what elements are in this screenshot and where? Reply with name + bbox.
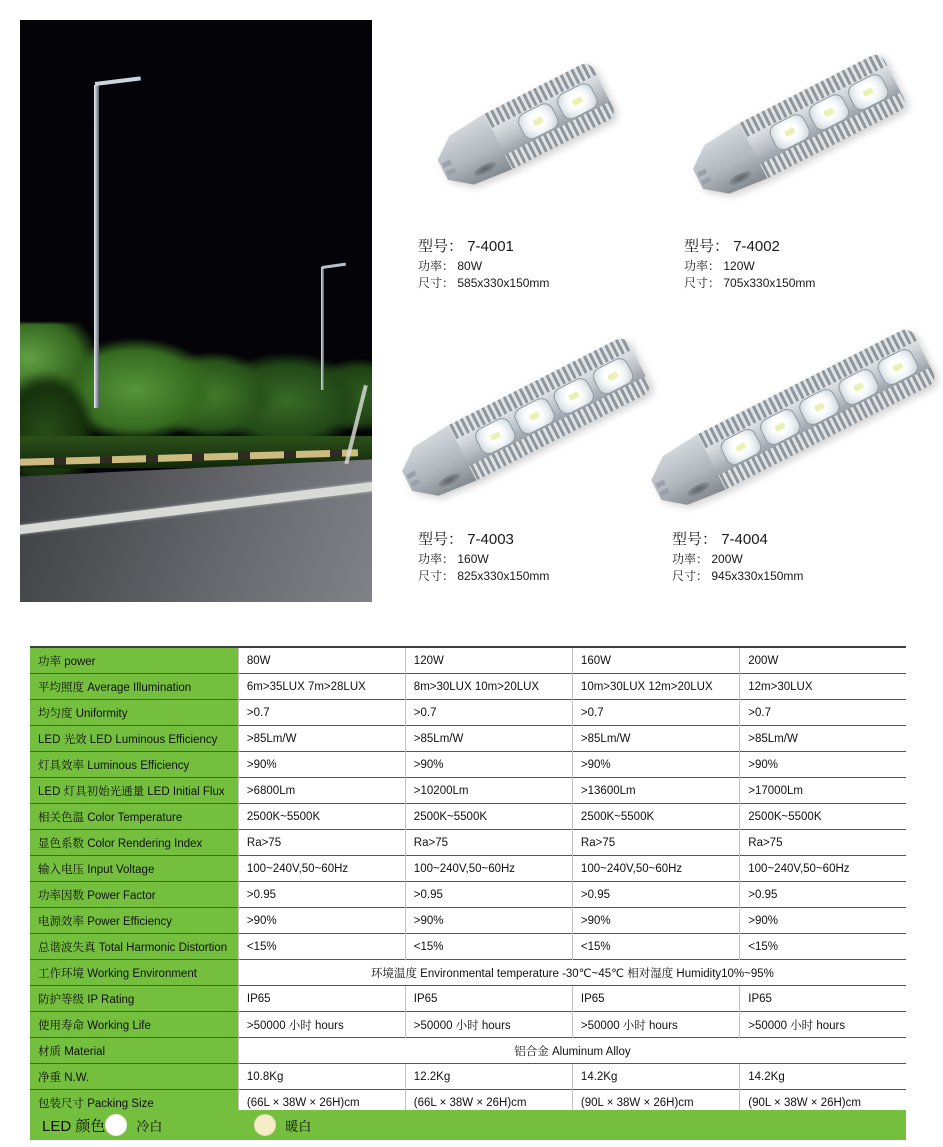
spec-value: >90%: [572, 908, 739, 934]
spec-row: [30, 647, 906, 674]
spec-value: >0.7: [405, 700, 572, 726]
street-lamp-fixture: [429, 61, 618, 198]
product-caption: [640, 529, 940, 586]
product-image: [652, 22, 940, 236]
model-value: 7-4003: [467, 531, 514, 548]
size-value: 825x330x150mm: [457, 569, 550, 584]
spec-value: (66L × 38W × 26H)cm: [405, 1090, 572, 1117]
size-value: 945x330x150mm: [711, 569, 804, 584]
spec-value: IP65: [405, 986, 572, 1012]
spec-row: [30, 1038, 906, 1064]
spec-row: [30, 700, 906, 726]
spec-label: 灯具效率 Luminous Efficiency: [30, 752, 238, 778]
spec-row: [30, 778, 906, 804]
spec-value: 14.2Kg: [572, 1064, 739, 1090]
spec-value: 10.8Kg: [238, 1064, 405, 1090]
power-label: 功率：: [672, 551, 709, 566]
led-module-row: [700, 341, 930, 478]
model-label: 型号：: [418, 531, 464, 548]
spec-row: [30, 1064, 906, 1090]
street-lamp-fixture: [642, 326, 937, 517]
spec-value: 80W: [238, 647, 405, 674]
spec-label: 总谐波失真 Total Harmonic Distortion: [30, 934, 238, 960]
light-pole-near-arm: [94, 76, 140, 86]
power-label: 功率：: [684, 258, 721, 273]
spec-value: <15%: [740, 934, 906, 960]
spec-value: >17000Lm: [740, 778, 906, 804]
road: [20, 459, 372, 602]
spec-row: [30, 830, 906, 856]
fixture-body: [693, 326, 938, 492]
fixture-body: [735, 51, 908, 180]
spec-value: >0.95: [238, 882, 405, 908]
spec-row: [30, 856, 906, 882]
spec-value: >90%: [740, 908, 906, 934]
spec-value: Ra>75: [238, 830, 405, 856]
spec-value: <15%: [238, 934, 405, 960]
spec-label: 均匀度 Uniformity: [30, 700, 238, 726]
product-card: [652, 22, 940, 310]
spec-value: 160W: [572, 647, 739, 674]
spec-row: [30, 1012, 906, 1038]
spec-value: <15%: [572, 934, 739, 960]
led-color-option: [254, 1114, 311, 1136]
led-color-label: LED 颜色: [42, 1117, 106, 1135]
spec-value: (90L × 38W × 26H)cm: [740, 1090, 906, 1117]
power-label: 功率：: [418, 551, 455, 566]
spec-value: 6m>35LUX 7m>28LUX: [238, 674, 405, 700]
product-caption: [652, 236, 940, 293]
spec-value: 120W: [405, 647, 572, 674]
spec-value: Ra>75: [405, 830, 572, 856]
led-color-option: [105, 1114, 162, 1136]
spec-value: >0.95: [572, 882, 739, 908]
spec-label: 平均照度 Average Illumination: [30, 674, 238, 700]
street-lamp-fixture: [684, 51, 908, 206]
spec-value: >0.95: [740, 882, 906, 908]
spec-value: (66L × 38W × 26H)cm: [238, 1090, 405, 1117]
spec-value: >90%: [405, 908, 572, 934]
spec-label: 工作环境 Working Environment: [30, 960, 238, 986]
spec-label: 净重 N.W.: [30, 1064, 238, 1090]
size-label: 尺寸：: [684, 276, 721, 291]
spec-label: 电源效率 Power Efficiency: [30, 908, 238, 934]
led-color-bar: [30, 1110, 906, 1140]
spec-value: 100~240V,50~60Hz: [572, 856, 739, 882]
spec-row: [30, 986, 906, 1012]
spec-value: >50000 小时 hours: [405, 1012, 572, 1038]
spec-value: >10200Lm: [405, 778, 572, 804]
model-label: 型号：: [672, 531, 718, 548]
spec-value: >0.7: [740, 700, 906, 726]
spec-value: 14.2Kg: [740, 1064, 906, 1090]
spec-value: 12m>30LUX: [740, 674, 906, 700]
spec-value: 200W: [740, 647, 906, 674]
color-swatch: [254, 1114, 276, 1136]
size-label: 尺寸：: [418, 569, 455, 584]
product-card: [386, 315, 660, 600]
spec-value: IP65: [238, 986, 405, 1012]
spec-label: 防护等级 IP Rating: [30, 986, 238, 1012]
spec-value: 2500K~5500K: [405, 804, 572, 830]
spec-label: 输入电压 Input Voltage: [30, 856, 238, 882]
spec-value: >0.7: [572, 700, 739, 726]
spec-value: 8m>30LUX 10m>20LUX: [405, 674, 572, 700]
spec-value: >50000 小时 hours: [740, 1012, 906, 1038]
spec-row: [30, 934, 906, 960]
power-value: 160W: [457, 551, 489, 566]
model-label: 型号：: [418, 238, 464, 255]
spec-label: 使用寿命 Working Life: [30, 1012, 238, 1038]
spec-value: 2500K~5500K: [740, 804, 906, 830]
spec-label: LED 灯具初始光通量 LED Initial Flux: [30, 778, 238, 804]
color-swatch-label: 暖白: [285, 1118, 312, 1134]
spec-row: [30, 674, 906, 700]
spec-value: (90L × 38W × 26H)cm: [572, 1090, 739, 1117]
spec-value: Ra>75: [740, 830, 906, 856]
spec-row: [30, 908, 906, 934]
spec-label: 功率 power: [30, 647, 238, 674]
model-value: 7-4002: [733, 238, 780, 255]
spec-label: LED 光效 LED Luminous Efficiency: [30, 726, 238, 752]
power-label: 功率：: [418, 258, 455, 273]
power-value: 200W: [711, 551, 743, 566]
product-card: [640, 315, 940, 600]
size-value: 705x330x150mm: [723, 276, 816, 291]
spec-value: 100~240V,50~60Hz: [238, 856, 405, 882]
product-caption: [386, 529, 660, 586]
color-swatch: [105, 1114, 127, 1136]
spec-value: 100~240V,50~60Hz: [740, 856, 906, 882]
spec-row: [30, 882, 906, 908]
spec-row: [30, 960, 906, 986]
spec-label: 功率因数 Power Factor: [30, 882, 238, 908]
spec-value: >90%: [238, 752, 405, 778]
spec-value: Ra>75: [572, 830, 739, 856]
spec-value: >85Lm/W: [740, 726, 906, 752]
size-value: 585x330x150mm: [457, 276, 550, 291]
light-pole-near: [94, 85, 99, 408]
spec-value: 2500K~5500K: [572, 804, 739, 830]
spec-value: >50000 小时 hours: [572, 1012, 739, 1038]
spec-row: [30, 752, 906, 778]
spec-value: <15%: [405, 934, 572, 960]
spec-label: 包装尺寸 Packing Size: [30, 1090, 238, 1117]
model-value: 7-4001: [467, 238, 514, 255]
size-label: 尺寸：: [672, 569, 709, 584]
spec-value: 10m>30LUX 12m>20LUX: [572, 674, 739, 700]
spec-value: >0.95: [405, 882, 572, 908]
product-image: [640, 315, 940, 529]
color-swatch-label: 冷白: [136, 1118, 163, 1134]
spec-row: [30, 726, 906, 752]
light-pole-far: [321, 267, 324, 389]
product-caption: [386, 236, 660, 293]
spec-value: >90%: [405, 752, 572, 778]
spec-label: 显色系数 Color Rendering Index: [30, 830, 238, 856]
power-value: 80W: [457, 258, 483, 273]
spec-value: >85Lm/W: [405, 726, 572, 752]
spec-value: 12.2Kg: [405, 1064, 572, 1090]
product-card: [386, 22, 660, 310]
spec-value: >85Lm/W: [238, 726, 405, 752]
spec-value: >50000 小时 hours: [238, 1012, 405, 1038]
spec-value-span: 铝合金 Aluminum Alloy: [238, 1038, 906, 1064]
spec-value: >90%: [740, 752, 906, 778]
street-lamp-fixture: [393, 335, 653, 508]
spec-value-span: 环境温度 Environmental temperature -30℃~45℃ 相对湿度 Humidity10%~95%: [238, 960, 906, 986]
product-image: [386, 22, 660, 236]
spec-value: >90%: [238, 908, 405, 934]
spec-value: 100~240V,50~60Hz: [405, 856, 572, 882]
model-value: 7-4004: [721, 531, 768, 548]
spec-value: >85Lm/W: [572, 726, 739, 752]
product-image: [386, 315, 660, 529]
spec-value: >13600Lm: [572, 778, 739, 804]
fixture-body: [444, 335, 653, 482]
spec-value: IP65: [572, 986, 739, 1012]
spec-row: [30, 804, 906, 830]
spec-label: 材质 Material: [30, 1038, 238, 1064]
power-value: 120W: [723, 258, 755, 273]
street-photo: [20, 20, 372, 602]
spec-value: 2500K~5500K: [238, 804, 405, 830]
spec-table: [30, 646, 906, 1117]
spec-value: >90%: [572, 752, 739, 778]
spec-value: >6800Lm: [238, 778, 405, 804]
spec-value: IP65: [740, 986, 906, 1012]
spec-value: >0.7: [238, 700, 405, 726]
size-label: 尺寸：: [418, 276, 455, 291]
spec-label: 相关色温 Color Temperature: [30, 804, 238, 830]
model-label: 型号：: [684, 238, 730, 255]
light-pole-far-arm: [322, 262, 346, 268]
